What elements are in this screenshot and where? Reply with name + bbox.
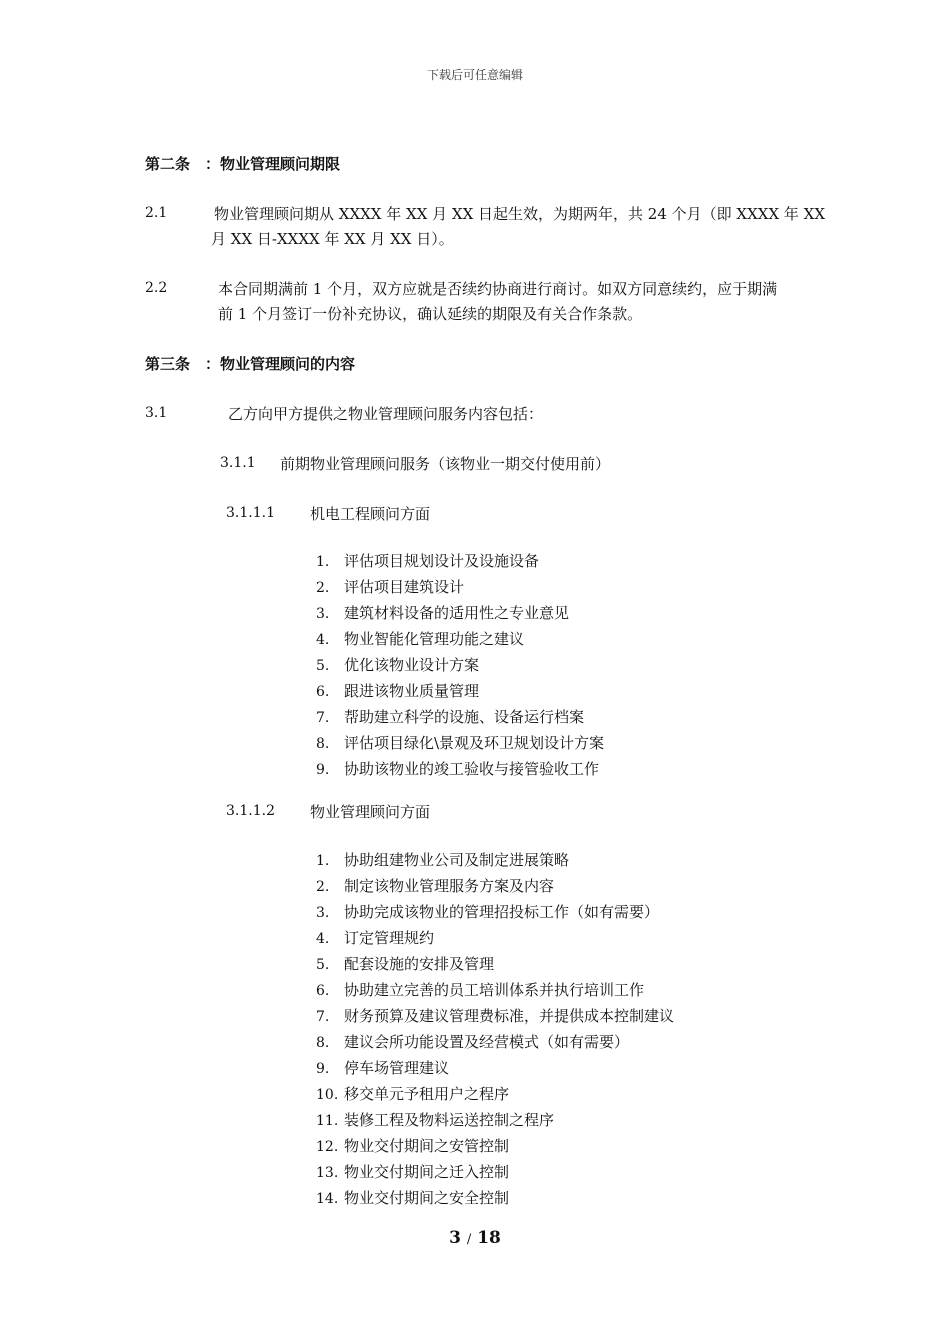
list-item: 3. 建筑材料设备的适用性之专业意见 — [316, 604, 570, 622]
list-item: 4. 物业智能化管理功能之建议 — [316, 630, 525, 648]
current-page: 3 — [449, 1228, 461, 1248]
clause-3-1-1-1-number: 3.1.1.1 — [226, 505, 275, 521]
clause-3-1-1-2-number: 3.1.1.2 — [226, 803, 275, 819]
list-item: 2. 制定该物业管理服务方案及内容 — [316, 877, 555, 895]
article-2-title: 第二条 ：物业管理顾问期限 — [145, 155, 341, 173]
list-item: 10. 移交单元予租用户之程序 — [316, 1085, 510, 1103]
clause-2-1-line1: 物业管理顾问期从 XXXX 年 XX 月 XX 日起生效，为期两年，共 24 个月（即 XXXX 年 XX — [214, 205, 826, 223]
list-item: 12. 物业交付期间之安管控制 — [316, 1137, 510, 1155]
article-3-title: 第三条 ：物业管理顾问的内容 — [145, 355, 356, 373]
list-item: 7. 财务预算及建议管理费标准，并提供成本控制建议 — [316, 1007, 675, 1025]
list-item: 8. 建议会所功能设置及经营模式（如有需要） — [316, 1033, 630, 1051]
list-item: 1. 评估项目规划设计及设施设备 — [316, 552, 540, 570]
clause-3-1-1-number: 3.1.1 — [220, 455, 256, 471]
list-item: 9. 协助该物业的竣工验收与接管验收工作 — [316, 760, 600, 778]
clause-2-2-line1: 本合同期满前 1 个月，双方应就是否续约协商进行商讨。如双方同意续约，应于期满 — [218, 280, 778, 298]
list-item: 3. 协助完成该物业的管理招投标工作（如有需要） — [316, 903, 660, 921]
list-item: 13. 物业交付期间之迁入控制 — [316, 1163, 510, 1181]
list-item: 11. 装修工程及物料运送控制之程序 — [316, 1111, 555, 1129]
list-item: 5. 优化该物业设计方案 — [316, 656, 480, 674]
page-header: 下载后可任意编辑 — [426, 68, 523, 82]
clause-3-1-number: 3.1 — [145, 405, 168, 421]
clause-2-1-number: 2.1 — [145, 205, 168, 221]
clause-2-2-line2: 前 1 个月签订一份补充协议，确认延续的期限及有关合作条款。 — [218, 305, 643, 323]
list-item: 9. 停车场管理建议 — [316, 1059, 450, 1077]
list-item: 1. 协助组建物业公司及制定进展策略 — [316, 851, 570, 869]
clause-2-2-number: 2.2 — [145, 280, 168, 296]
page-separator: / — [466, 1232, 472, 1247]
clause-3-1-1-1-text: 机电工程顾问方面 — [310, 505, 431, 523]
list-item: 14. 物业交付期间之安全控制 — [316, 1189, 510, 1207]
clause-3-1-text: 乙方向甲方提供之物业管理顾问服务内容包括： — [228, 405, 544, 423]
list-item: 8. 评估项目绿化\景观及环卫规划设计方案 — [316, 734, 605, 752]
list-item: 2. 评估项目建筑设计 — [316, 578, 465, 596]
list-item: 4. 订定管理规约 — [316, 929, 435, 947]
total-pages: 18 — [477, 1228, 501, 1248]
clause-3-1-1-2-text: 物业管理顾问方面 — [310, 803, 431, 821]
list-item: 5. 配套设施的安排及管理 — [316, 955, 495, 973]
clause-3-1-1-text: 前期物业管理顾问服务（该物业一期交付使用前） — [280, 455, 611, 473]
list-item: 7. 帮助建立科学的设施、设备运行档案 — [316, 708, 585, 726]
clause-2-1-line2: 月 XX 日-XXXX 年 XX 月 XX 日）。 — [211, 230, 454, 248]
page-number — [0, 1228, 950, 1248]
list-item: 6. 跟进该物业质量管理 — [316, 682, 480, 700]
engineering-advice-list — [316, 549, 604, 783]
list-item: 6. 协助建立完善的员工培训体系并执行培训工作 — [316, 981, 645, 999]
management-advice-list — [316, 848, 674, 1212]
